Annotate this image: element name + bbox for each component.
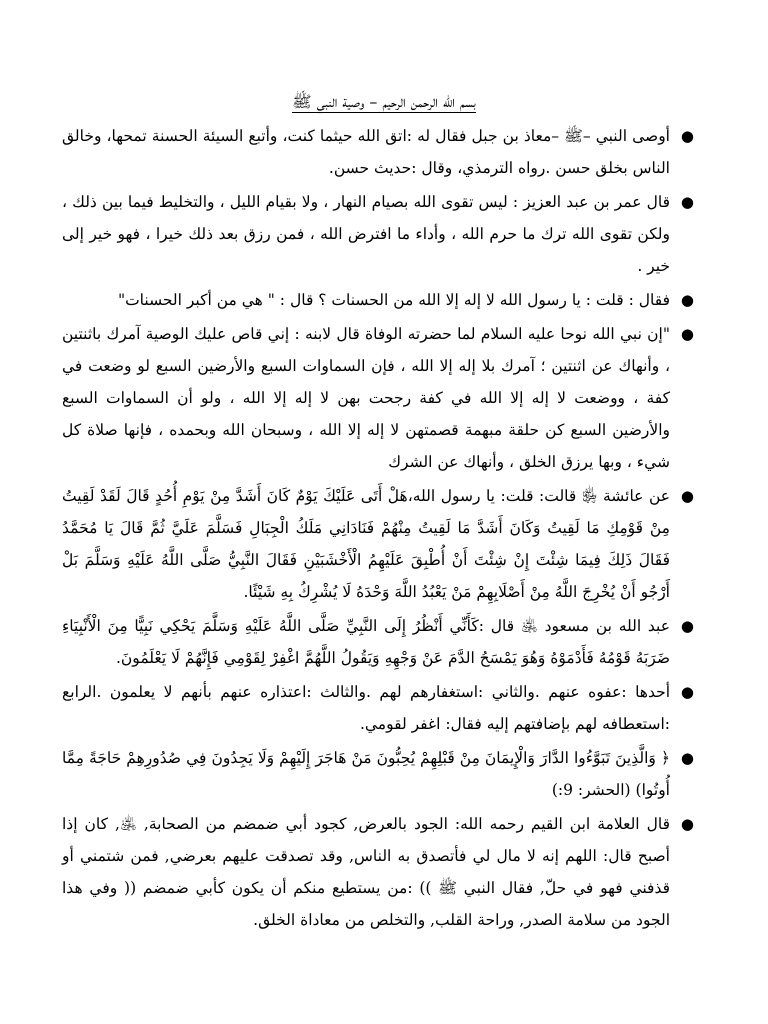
bullet-list bbox=[62, 120, 696, 938]
list-item-text: قال عمر بن عبد العزيز : ليس تقوى الله بصيام النهار ، ولا بقيام الليل ، والتخليط فيما بين ذلك ، ولكن تقوى الله ترك ما حرم الله ، وأداء ما افترض الله ، فمن رزق بعد ذلك خيرا ، فهو خير إلى خير . bbox=[62, 193, 670, 275]
bullet-icon: ● bbox=[680, 617, 694, 635]
title-text: – وصية النبي ﷺ bbox=[292, 92, 378, 111]
list-item-text: قال العلامة ابن القيم رحمه الله: الجود بالعرض, كجود أبي ضمضم من الصحابة, ﵁, كان إذا أصبح قال: اللهم إنه لا مال لي فأتصدق به الناس, وقد تصدقت عليهم بعرضي, فمن شتمني أو قذفني فهو في حلّ, فقال النبي ﷺ )) :من يستطيع منكم أن يكون كأبي ضمضم (( وفي هذا الجود من سلامة الصدر, وراحة القلب, والتخلص من معاداة الخلق. bbox=[62, 815, 670, 929]
basmala: بسم الله الرحمن الرحيم bbox=[382, 92, 476, 111]
list-item-text: أحدها :عفوه عنهم .والثاني :استغفارهم لهم .والثالث :اعتذاره عنهم بأنهم لا يعلمون .الرابع :استعطافه لهم بإضافتهم إليه فقال: اغفر لقومي. bbox=[62, 683, 670, 733]
list-item bbox=[62, 284, 696, 316]
bullet-icon: ● bbox=[680, 487, 694, 505]
bullet-icon: ● bbox=[680, 815, 694, 833]
list-item-text: ﴿ وَالَّذِينَ تَبَوَّءُوا الدَّارَ وَالْإِيمَانَ مِنْ قَبْلِهِمْ يُحِبُّونَ مَنْ هَاجَرَ إِلَيْهِمْ وَلَا يَجِدُونَ فِي صُدُورِهِمْ حَاجَةً مِمَّا أُوتُوا) (الحشر: 9:) bbox=[62, 749, 670, 799]
list-item bbox=[62, 318, 696, 478]
bullet-icon: ● bbox=[680, 325, 694, 343]
page-title bbox=[0, 90, 768, 114]
list-item bbox=[62, 480, 696, 608]
bullet-icon: ● bbox=[680, 127, 694, 145]
list-item bbox=[62, 676, 696, 740]
bullet-icon: ● bbox=[680, 193, 694, 211]
bullet-icon: ● bbox=[680, 749, 694, 767]
list-item-text: عبد الله بن مسعود ﵁ قال :كَأَنِّي أَنْظُرُ إِلَى النَّبِيِّ صَلَّى اللَّهُ عَلَيْهِ وَسَلَّمَ يَحْكِي نَبِيًّا مِنَ الْأَنْبِيَاءِ ضَرَبَهُ قَوْمُهُ فَأَدْمَوْهُ وَهُوَ يَمْسَحُ الدَّمَ عَنْ وَجْهِهِ وَيَقُولُ اللَّهُمَّ اغْفِرْ لِقَوْمِي فَإِنَّهُمْ لَا يَعْلَمُونَ. bbox=[62, 617, 670, 667]
bullet-icon: ● bbox=[680, 683, 694, 701]
list-item bbox=[62, 186, 696, 282]
list-item-text: أوصى النبي –ﷺ –معاذ بن جبل فقال له :اتق الله حيثما كنت، وأتبع السيئة الحسنة تمحها، وخالق الناس بخلق حسن .رواه الترمذي، وقال :حديث حسن. bbox=[62, 127, 670, 177]
list-item bbox=[62, 120, 696, 184]
title-underlined bbox=[292, 92, 475, 113]
list-item-text: فقال : قلت : يا رسول الله لا إله إلا الله من الحسنات ؟ قال : " هي من أكبر الحسنات" bbox=[117, 291, 670, 309]
list-item-text: عن عائشة ﵂ قالت: قلت: يا رسول الله،هَلْ أَتَى عَلَيْكَ يَوْمٌ كَانَ أَشَدَّ مِنْ يَوْمِ أُحُدٍ قَالَ لَقَدْ لَقِيتُ مِنْ قَوْمِكِ مَا لَقِيتُ وَكَانَ أَشَدَّ مَا لَقِيتُ مِنْهُمْ فَنَادَانِي مَلَكُ الْجِبَالِ فَسَلَّمَ عَلَيَّ ثُمَّ قَالَ يَا مُحَمَّدُ فَقَالَ ذَلِكَ فِيمَا شِئْتَ إِنْ شِئْتَ أَنْ أُطْبِقَ عَلَيْهِمُ الْأَخْشَبَيْنِ فَقَالَ النَّبِيُّ صَلَّى اللَّهُ عَلَيْهِ وَسَلَّمَ بَلْ أَرْجُو أَنْ يُخْرِجَ اللَّهُ مِنْ أَصْلَابِهِمْ مَنْ يَعْبُدُ اللَّهَ وَحْدَهُ لَا يُشْرِكُ بِهِ شَيْئًا. bbox=[62, 487, 670, 601]
list-item bbox=[62, 610, 696, 674]
list-item bbox=[62, 808, 696, 936]
list-item-text: "إن نبي الله نوحا عليه السلام لما حضرته الوفاة قال لابنه : إني قاص عليك الوصية آمرك باثنتين ، وأنهاك عن اثنتين ؛ آمرك بلا إله إلا الله ، فإن السماوات السبع والأرضين السبع لو وضعت في كفة ، ووضعت لا إله إلا الله في كفة رجحت بهن لا إله إلا الله ، ولو أن السماوات السبع والأرضين السبع كن حلقة مبهمة قصمتهن لا إله إلا الله ، وسبحان الله وبحمده ، فإنها صلاة كل شيء ، وبها يرزق الخلق ، وأنهاك عن الشرك bbox=[62, 325, 670, 471]
bullet-icon: ● bbox=[680, 291, 694, 309]
list-item bbox=[62, 742, 696, 806]
